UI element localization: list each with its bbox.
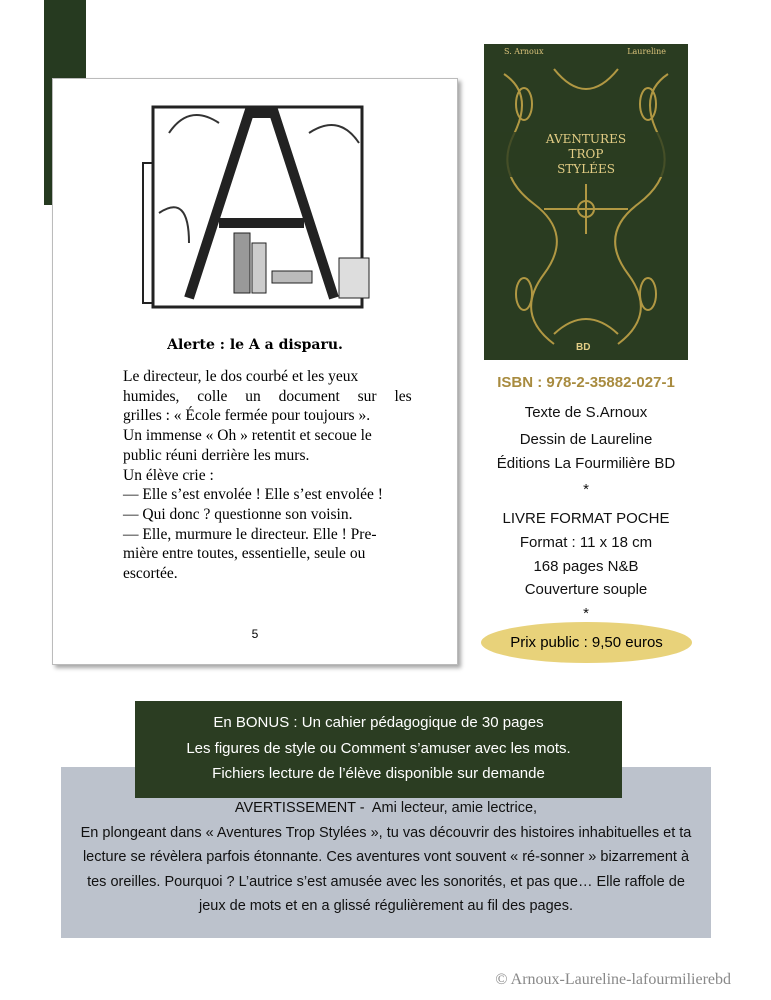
cover-author: S. Arnoux: [504, 47, 544, 56]
bonus-line: Fichiers lecture de l’élève disponible sur demande: [212, 765, 545, 782]
page-count: 168 pages N&B: [533, 558, 639, 575]
text-line: escortée.: [123, 565, 178, 583]
page-number: 5: [251, 627, 259, 641]
warning-line: AVERTISSEMENT - Ami lecteur, amie lectrice,: [234, 800, 538, 816]
bonus-line: En BONUS : Un cahier pédagogique de 30 pages: [213, 714, 544, 731]
chapter-title: Alerte : le A a disparu.: [167, 337, 343, 353]
warning-line: lecture se révèlera parfois étonnante. Ces aventures vont souvent « ré-sonner » bizarrement à: [82, 849, 690, 866]
letter-a-illustration: [139, 93, 376, 311]
text-line: Le directeur, le dos courbé et les yeux: [123, 368, 359, 385]
text-line: — Elle, murmure le directeur. Elle ! Pre-: [123, 525, 377, 543]
ornament-pattern: [484, 44, 688, 360]
warning-line: jeux de mots et en a glissé régulièrement au fil des pages.: [199, 898, 573, 915]
text-line: — Elle s’est envolée ! Elle s’est envolée !: [123, 486, 383, 504]
text-line: grilles : « École fermée pour toujours ».: [123, 407, 371, 425]
isbn: ISBN : 978-2-35882-027-1: [497, 374, 675, 391]
warning-line: tes oreilles. Pourquoi ? L’autrice s’est amusée avec les sonorités, et pas que… Elle raffole de: [87, 873, 685, 890]
publisher: Éditions La Fourmilière BD: [496, 455, 676, 472]
copyright: © Arnoux-Laureline-lafourmilierebd: [495, 971, 731, 988]
separator: *: [583, 481, 589, 498]
text-line: Un immense « Oh » retentit et secoue le: [123, 427, 372, 445]
cover-title-line: AVENTURES: [545, 132, 627, 146]
illustrator-credit: Dessin de Laureline: [519, 431, 653, 448]
author-credit: Texte de S.Arnoux: [524, 404, 648, 421]
cover-title-line: STYLÉES: [557, 162, 615, 176]
text-line: public réuni derrière les murs.: [123, 446, 310, 464]
sample-page: [52, 78, 458, 665]
cover-illustrator: Laureline: [627, 47, 666, 56]
publisher-logo: BD: [576, 342, 591, 353]
text-line: humides, colle un document sur les: [123, 387, 412, 405]
warning-text: [61, 796, 711, 919]
cover-type: Couverture souple: [524, 581, 648, 598]
format: Format : 11 x 18 cm: [519, 534, 653, 551]
chapter-text: [123, 367, 412, 584]
format-title: LIVRE FORMAT POCHE: [502, 510, 670, 527]
separator: *: [583, 605, 589, 622]
price: Prix public : 9,50 euros: [510, 634, 663, 651]
book-cover: [484, 44, 688, 360]
bonus-line: Les figures de style ou Comment s’amuser avec les mots.: [186, 739, 571, 757]
cover-title: [484, 132, 688, 177]
warning-line: En plongeant dans « Aventures Trop Stylées », tu vas découvrir des histoires inhabituelles et ta: [80, 824, 692, 841]
text-line: — Qui donc ? questionne son voisin.: [123, 505, 353, 523]
cover-title-line: TROP: [568, 147, 604, 161]
text-line: mière entre toutes, essentielle, seule ou: [123, 545, 366, 563]
bonus-box: [135, 701, 622, 798]
price-badge: [481, 622, 692, 663]
text-line: Un élève crie :: [123, 466, 214, 484]
